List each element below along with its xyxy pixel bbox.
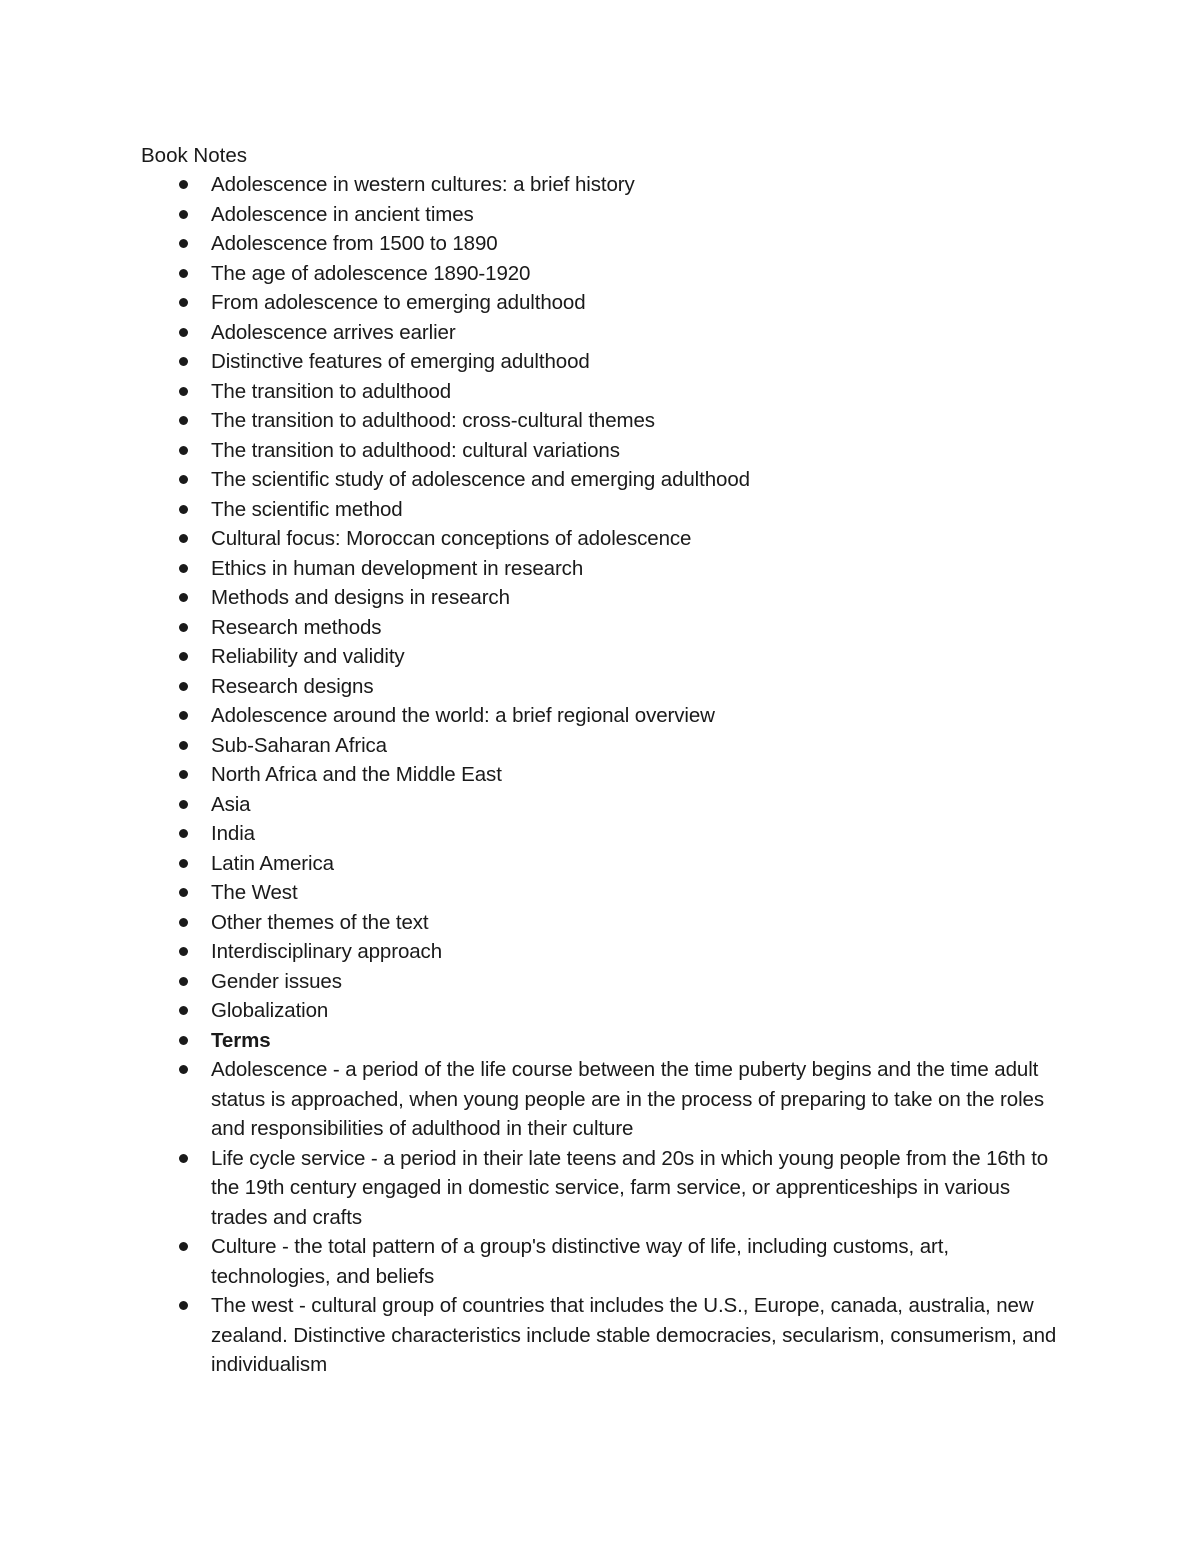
bullet-icon	[179, 682, 188, 691]
bullet-icon	[179, 593, 188, 602]
bullet-icon	[179, 977, 188, 986]
list-item	[0, 200, 1071, 230]
list-item-text: Adolescence arrives earlier	[211, 320, 456, 344]
document-title: Book Notes	[141, 144, 247, 167]
list-item	[0, 996, 1071, 1026]
bullet-icon	[179, 416, 188, 425]
bullet-icon	[179, 298, 188, 307]
list-item-text: Latin America	[211, 851, 334, 875]
list-item-text: Ethics in human development in research	[211, 556, 584, 580]
list-item-text: The transition to adulthood: cultural variations	[211, 438, 620, 462]
bullet-icon	[179, 1006, 188, 1015]
list-item-text: From adolescence to emerging adulthood	[211, 291, 586, 314]
list-item	[0, 554, 1071, 584]
list-item	[0, 259, 1071, 289]
list-item	[0, 672, 1071, 702]
list-item	[0, 849, 1071, 879]
list-item-text: Reliability and validity	[211, 645, 405, 668]
notes-list	[0, 170, 1200, 1380]
bullet-icon	[179, 180, 188, 189]
bullet-icon	[179, 475, 188, 484]
list-item-text: Cultural focus: Moroccan conceptions of adolescence	[211, 527, 692, 550]
list-item-text: Methods and designs in research	[211, 586, 510, 609]
list-item-text: Research methods	[211, 615, 382, 639]
list-item-text: Distinctive features of emerging adulthood	[211, 350, 590, 373]
list-item	[0, 731, 1071, 761]
bullet-icon	[179, 564, 188, 573]
bullet-icon	[179, 328, 188, 337]
list-item	[0, 1144, 1071, 1233]
bullet-icon	[179, 505, 188, 514]
bullet-icon	[179, 770, 188, 779]
list-item-text: The scientific method	[211, 497, 403, 521]
bullet-icon	[179, 387, 188, 396]
bullet-icon	[179, 741, 188, 750]
list-item-text: Other themes of the text	[211, 910, 429, 934]
list-item-text: Adolescence from 1500 to 1890	[211, 232, 498, 255]
bullet-icon	[179, 446, 188, 455]
bullet-icon	[179, 829, 188, 838]
list-item	[0, 790, 1071, 820]
list-item	[0, 583, 1071, 613]
list-item-text: The transition to adulthood	[211, 379, 452, 403]
bullet-icon	[179, 210, 188, 219]
bullet-icon	[179, 947, 188, 956]
list-item-text: Life cycle service - a period in their late teens and 20s in which young people from the 16th to the 19th century engaged in domestic service, farm service, or apprenticeships in various trades and crafts	[211, 1146, 1049, 1229]
bullet-icon	[179, 1301, 188, 1310]
list-item	[0, 1055, 1071, 1144]
bullet-icon	[179, 534, 188, 543]
bullet-icon	[179, 859, 188, 868]
bullet-icon	[179, 888, 188, 897]
list-item	[0, 613, 1071, 643]
list-item	[0, 642, 1071, 672]
list-item	[0, 229, 1071, 259]
list-item	[0, 288, 1071, 318]
list-item	[0, 347, 1071, 377]
list-item	[0, 878, 1071, 908]
list-item	[0, 524, 1071, 554]
list-item-text: Terms	[211, 1028, 271, 1052]
list-item-text: Adolescence in western cultures: a brief history	[211, 173, 635, 196]
list-item	[0, 465, 1071, 495]
list-item	[0, 170, 1071, 200]
list-item	[0, 967, 1071, 997]
bullet-icon	[179, 918, 188, 927]
list-item-text: Sub-Saharan Africa	[211, 733, 387, 757]
bullet-icon	[179, 269, 188, 278]
bullet-icon	[179, 357, 188, 366]
list-item-text: Adolescence in ancient times	[211, 202, 474, 226]
list-item-text: Research designs	[211, 674, 374, 698]
list-item	[0, 1291, 1071, 1380]
list-item	[0, 819, 1071, 849]
list-item	[0, 495, 1071, 525]
bullet-icon	[179, 800, 188, 809]
list-item-text: Adolescence - a period of the life course between the time puberty begins and the time adult status is approached, when young people are in the process of preparing to take on the roles and responsibilities of adulthood in their culture	[211, 1058, 1044, 1140]
list-item-text: The west - cultural group of countries that includes the U.S., Europe, canada, australia, new zealand. Distinctive characteristics include stable democracies, secularism, consumerism, and individualism	[211, 1294, 1057, 1376]
list-item-text: The transition to adulthood: cross-cultural themes	[211, 409, 655, 432]
list-item-text: Asia	[211, 792, 251, 816]
list-item	[0, 1232, 1071, 1291]
list-item-text: The West	[211, 881, 298, 904]
list-item	[0, 937, 1071, 967]
bullet-icon	[179, 652, 188, 661]
list-item-text: The scientific study of adolescence and emerging adulthood	[211, 468, 750, 491]
list-item-text: Gender issues	[211, 969, 342, 993]
list-item-text: Globalization	[211, 999, 329, 1022]
list-item-text: Interdisciplinary approach	[211, 940, 442, 963]
list-item-text: North Africa and the Middle East	[211, 763, 502, 786]
list-item-text: India	[211, 822, 255, 845]
bullet-icon	[179, 1154, 188, 1163]
list-item	[0, 318, 1071, 348]
list-item	[0, 377, 1071, 407]
bullet-icon	[179, 1065, 188, 1074]
bullet-icon	[179, 1242, 188, 1251]
list-item-text: Culture - the total pattern of a group's distinctive way of life, including customs, art, technologies, and beliefs	[211, 1235, 949, 1288]
list-item-text: Adolescence around the world: a brief regional overview	[211, 704, 715, 727]
bullet-icon	[179, 623, 188, 632]
bullet-icon	[179, 1036, 188, 1045]
list-item	[0, 701, 1071, 731]
list-item	[0, 760, 1071, 790]
list-item-text: The age of adolescence 1890-1920	[211, 261, 531, 285]
list-item	[0, 406, 1071, 436]
bullet-icon	[179, 711, 188, 720]
list-item	[0, 908, 1071, 938]
list-item	[0, 436, 1071, 466]
bullet-icon	[179, 239, 188, 248]
list-item	[0, 1026, 1071, 1056]
